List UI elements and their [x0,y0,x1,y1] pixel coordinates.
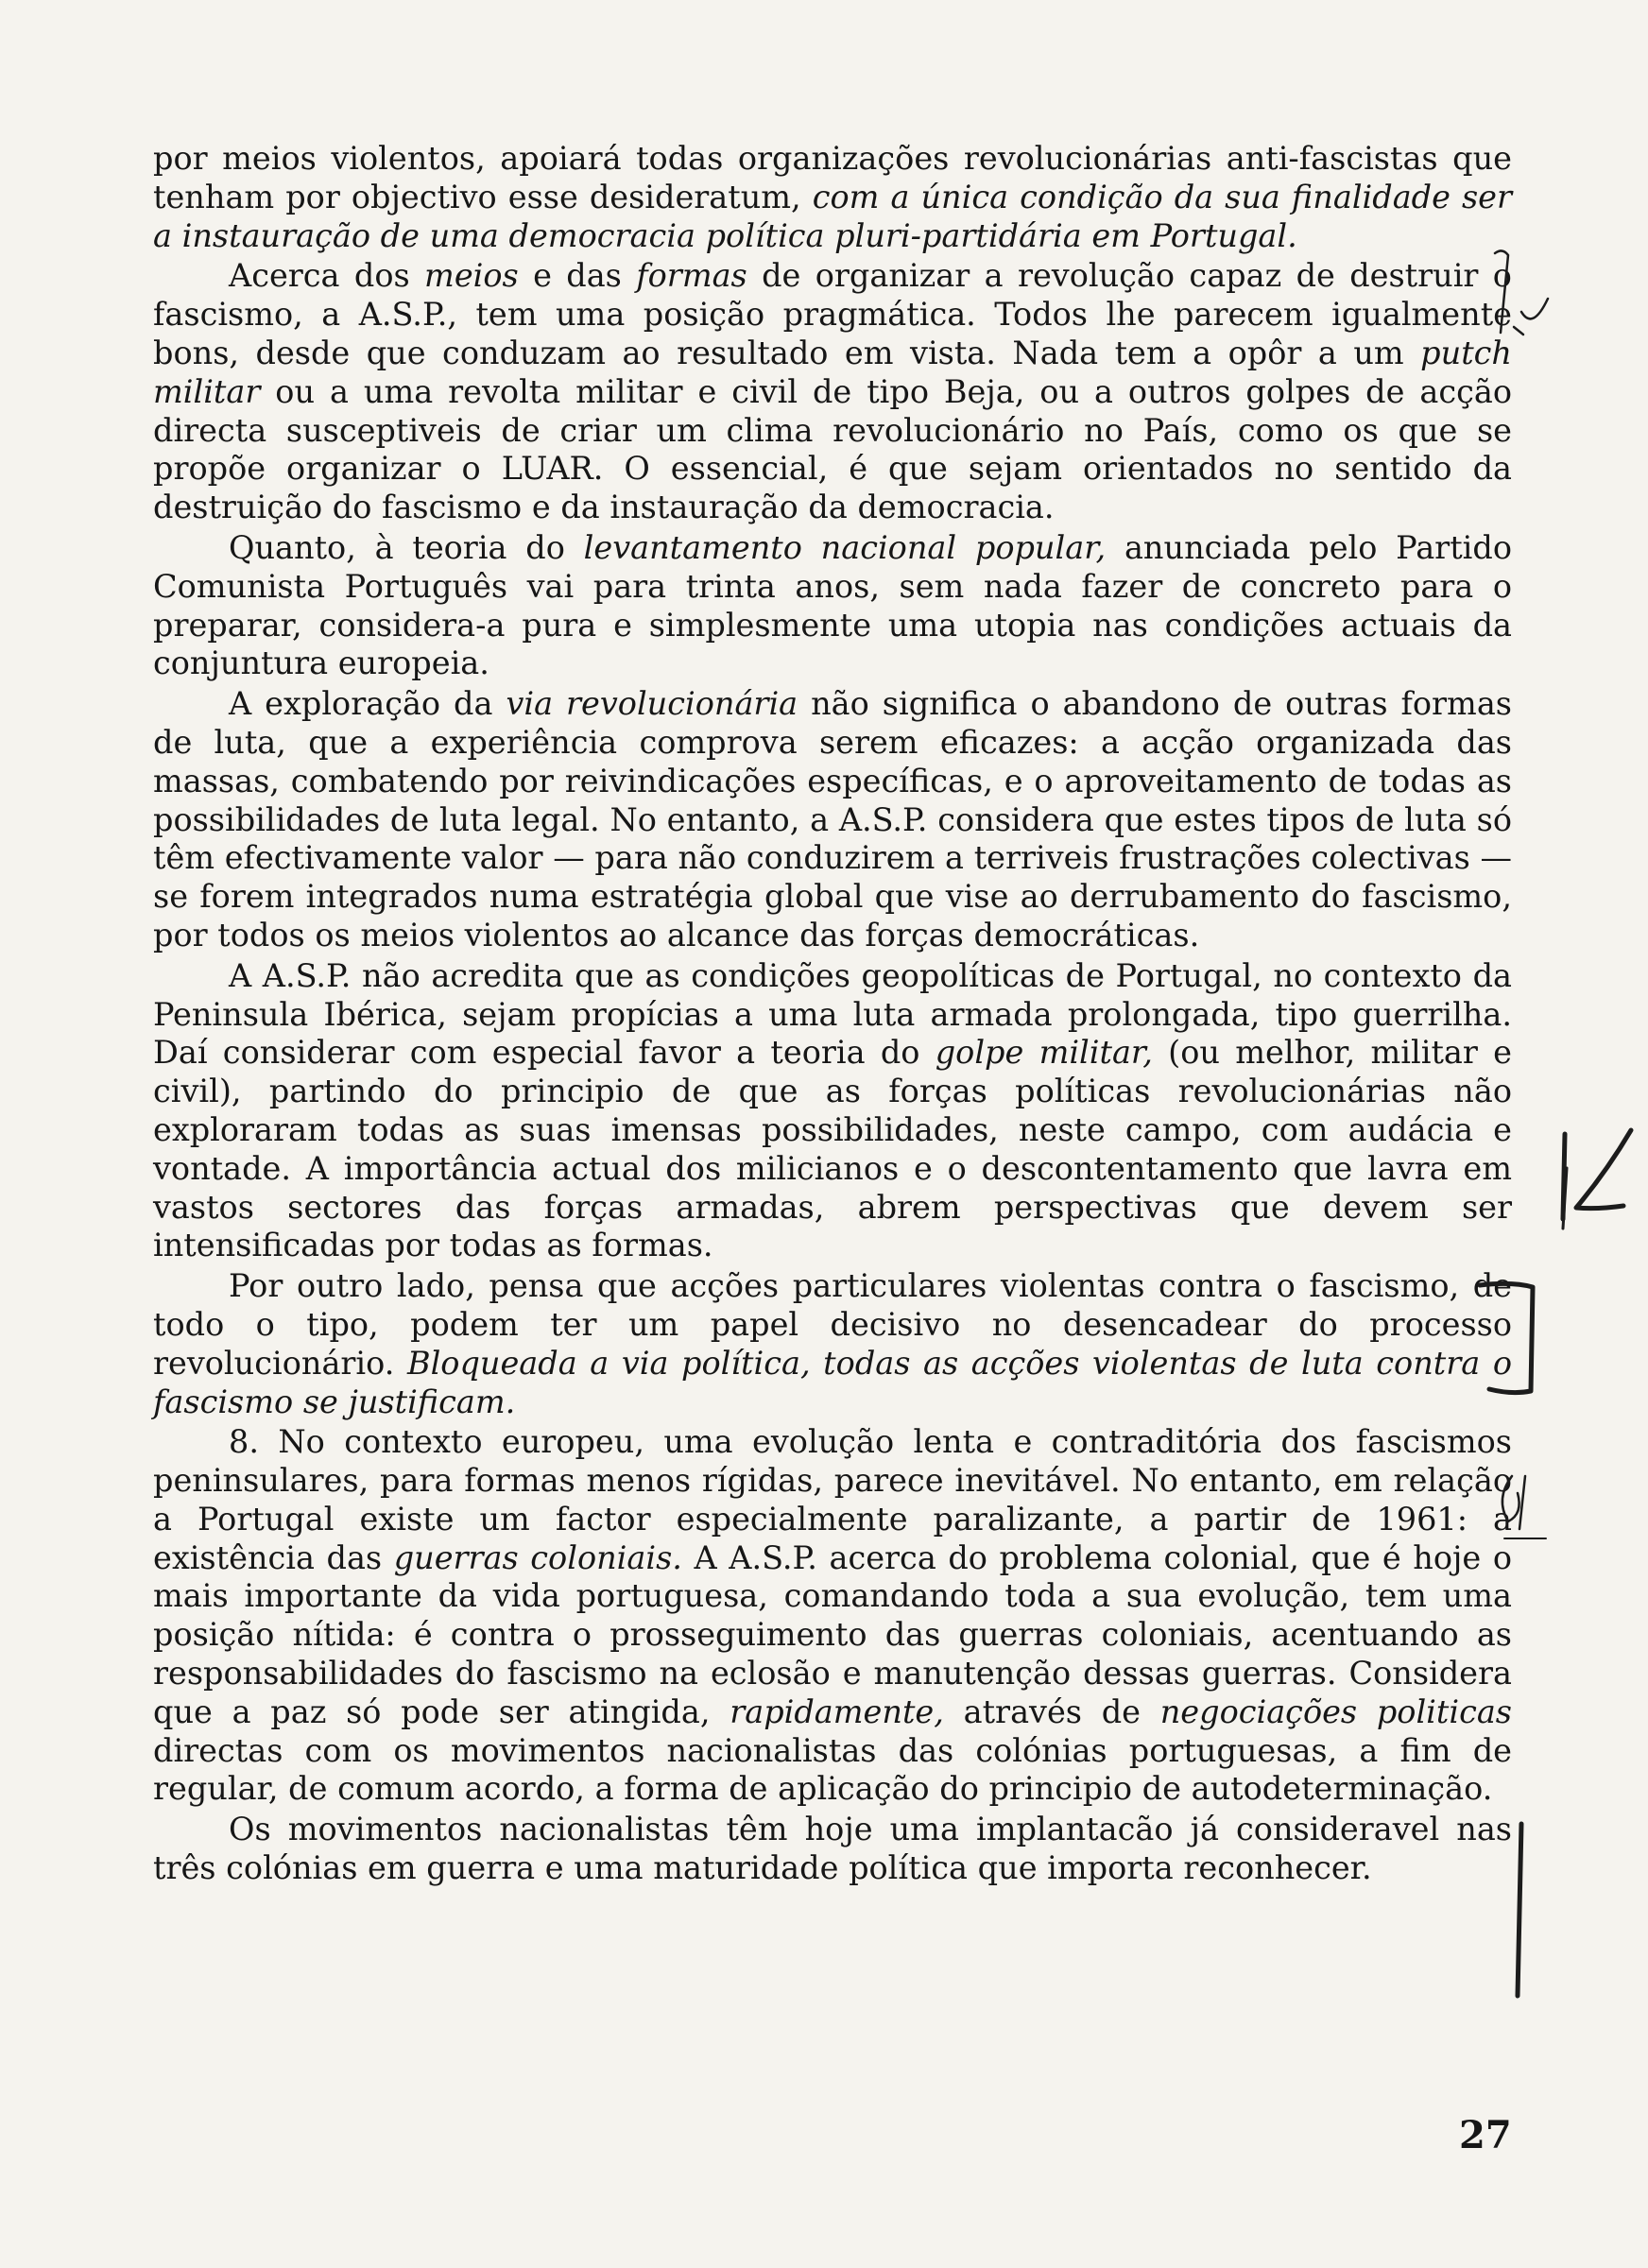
body-text-span: (ou melhor, militar e civil), partindo do principio de que as forças políticas revolucionárias não exploraram todas as suas imensas possibilidades, neste campo, com audácia e vontade. A importância actual dos milicianos e o descontentamento que lavra em vastos sectores das forças armadas, abrem perspectivas que devem ser intensificadas por todas as formas. [153,1034,1512,1264]
body-text-span: através de [943,1692,1160,1730]
body-text-span: 8. No contexto europeu, uma evolução lenta e contraditória dos fascismos peninsulares, para formas menos rígidas, parece inevitável. No entanto, em relação a Portugal existe um factor especialmente paralizante, a partir de 1961: a existência das [153,1423,1512,1576]
body-text-span: e das [518,257,637,295]
italic-text: putch militar [153,334,1512,410]
margin-checkmark [1563,1130,1631,1228]
body-text-span: ou a uma revolta militar e civil de tipo Beja, ou a outros golpes de acção directa susceptiveis de criar um clima revolucionário no País, como os que se propõe organizar o LUAR. O essencial, é que sejam orientados no sentido da destruição do fascismo e da instauração da democracia. [153,372,1512,526]
body-text-span: anunciada pelo Partido Comunista Português vai para trinta anos, sem nada fazer de concreto para o preparar, considera-a pura e simplesmente uma utopia nas condições actuais da conjuntura europeia. [153,528,1512,682]
italic-text: golpe militar, [935,1034,1153,1072]
body-text-span: A exploração da [229,685,506,723]
italic-text: negociações politicas [1159,1692,1513,1730]
margin-mark-top [1495,250,1548,335]
body-text-span: de organizar a revolução capaz de destruir o fascismo, a A.S.P., tem uma posição pragmática. Todos lhe parecem igualmente bons, desde que conduzam ao resultado em vista. Nada tem a opôr a um [153,257,1512,371]
italic-text: formas [636,257,747,295]
italic-text: rapidamente, [730,1692,944,1730]
italic-text: via revolucionária [506,685,798,723]
body-text-span: não significa o abandono de outras formas de luta, que a experiência comprova serem eficazes: a acção organizada das massas, combatendo por reivindicações específicas, e o aproveitamento de todas as possibilidades de luta legal. No entanto, a A.S.P. considera que estes tipos de luta só têm efectivamente valor — para não conduzirem a terriveis frustrações colectivas — se forem integrados numa estratégia global que vise ao derrubamento do fascismo, por todos os meios violentos ao alcance das forças democráticas. [153,685,1512,954]
body-text-span: por meios violentos, apoiará todas organizações revolucionárias anti-fascistas que tenham por objectivo esse desideratum, [153,140,1512,215]
margin-line-bottom [1518,1824,1521,1996]
italic-text: Bloqueada a via política, todas as acções violentas de luta contra o fascismo se justificam. [153,1344,1512,1420]
body-text-span: Por outro lado, pensa que acções particulares violentas contra o fascismo, de todo o tipo, podem ter um papel decisivo no desencadear do processo revolucionário. [153,1267,1512,1382]
body-text-span: Os movimentos nacionalistas têm hoje uma implantacão já consideravel nas três colónias em guerra e uma maturidade política que importa reconhecer. [153,1811,1512,1887]
italic-text: com a única condição da sua finalidade ser a instauração de uma democracia política pluri-partidária em Portugal. [153,178,1513,254]
body-text-span: A A.S.P. não acredita que as condições geopolíticas de Portugal, no contexto da Peninsula Ibérica, sejam propícias a uma luta armada prolongada, tipo guerrilha. Daí considerar com especial favor a teoria do [153,956,1512,1072]
body-text-span: Acerca dos [229,257,425,295]
italic-text: guerras coloniais. [393,1538,682,1576]
italic-text: meios [424,257,519,295]
margin-mark-middle [1502,1476,1546,1538]
margin-bracket [1480,1283,1533,1392]
body-text-span: A A.S.P. acerca do problema colonial, que é hoje o mais importante da vida portuguesa, comandando toda a sua evolução, tem uma posição nítida: é contra o prosseguimento das guerras coloniais, acentuando as responsabilidades do fascismo na eclosão e manutenção dessas guerras. Considera que a paz só pode ser atingida, [153,1538,1512,1730]
body-text-span: Quanto, à teoria do [229,528,584,566]
page-number: 27 [1459,2113,1512,2157]
body-text-span: directas com os movimentos nacionalistas das colónias portuguesas, a fim de regular, de comum acordo, a forma de aplicação do principio de autodeterminação. [153,1731,1512,1808]
italic-text: levantamento nacional popular, [583,528,1107,566]
